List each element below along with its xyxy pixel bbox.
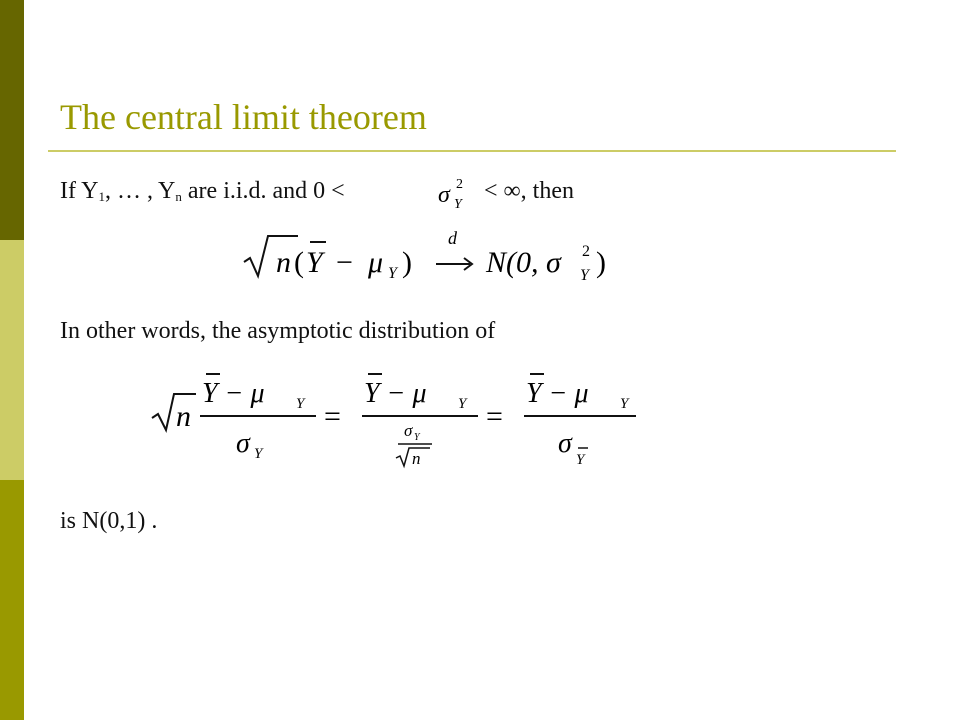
clt-convergence-equation bbox=[240, 228, 620, 284]
frac3-num-sub: Y bbox=[620, 396, 629, 412]
sigma-sup: 2 bbox=[456, 177, 463, 192]
title-divider bbox=[48, 150, 896, 152]
frac2-num-sub: Y bbox=[458, 396, 467, 412]
condition-rest: are i.i.d. and 0 < bbox=[181, 178, 345, 204]
sigma-squared-inline bbox=[432, 172, 484, 212]
normal-close: ) bbox=[596, 246, 606, 279]
open-paren: ( bbox=[294, 246, 304, 279]
sigma-symbol: σ bbox=[438, 182, 450, 208]
normal-sub: Y bbox=[580, 267, 589, 284]
equals-2: = bbox=[486, 400, 503, 433]
frac2-denom-bottom: n bbox=[412, 449, 421, 468]
side-stripe-bottom bbox=[0, 480, 24, 720]
mu: μ bbox=[368, 246, 384, 279]
condition-suffix: < ∞, then bbox=[484, 178, 574, 204]
sigma-sub: Y bbox=[454, 197, 462, 212]
side-stripe-top bbox=[0, 0, 24, 240]
sqrt-n: n bbox=[276, 246, 291, 279]
equals-1: = bbox=[324, 400, 341, 433]
subscript-1: 1 bbox=[98, 189, 105, 204]
frac1-denominator: σ bbox=[236, 428, 250, 459]
condition-line bbox=[60, 178, 345, 205]
side-stripe-middle bbox=[0, 240, 24, 480]
condition-prefix: If Y bbox=[60, 178, 99, 204]
frac2-numerator: Y − μ bbox=[364, 378, 427, 409]
conclusion-line: is N(0,1) . bbox=[60, 508, 158, 534]
arrow-label: d bbox=[448, 228, 457, 248]
frac2-denom-top: σ bbox=[404, 421, 413, 440]
frac1-denom-sub: Y bbox=[254, 446, 263, 462]
explanation-line: In other words, the asymptotic distribution of bbox=[60, 318, 496, 344]
frac3-numerator: Y − μ bbox=[526, 378, 589, 409]
frac3-denominator: σ bbox=[558, 428, 572, 459]
normal-dist: N(0, σ bbox=[486, 246, 561, 279]
frac1-numerator: Y − μ bbox=[202, 378, 265, 409]
ybar: Y bbox=[306, 246, 323, 279]
standardized-mean-equation bbox=[148, 366, 638, 472]
slide-title: The central limit theorem bbox=[60, 97, 427, 137]
frac3-denom-sub: Y bbox=[576, 452, 585, 468]
minus-sign: − bbox=[336, 246, 353, 279]
frac1-num-sub: Y bbox=[296, 396, 305, 412]
subscript-n: n bbox=[175, 189, 182, 204]
frac2-denom-top-sub: Y bbox=[414, 432, 420, 443]
sqrt-n-2: n bbox=[176, 400, 191, 433]
normal-sup: 2 bbox=[582, 243, 590, 260]
mu-sub: Y bbox=[388, 265, 397, 282]
condition-middle: , … , Y bbox=[104, 178, 176, 204]
close-paren: ) bbox=[402, 246, 412, 279]
